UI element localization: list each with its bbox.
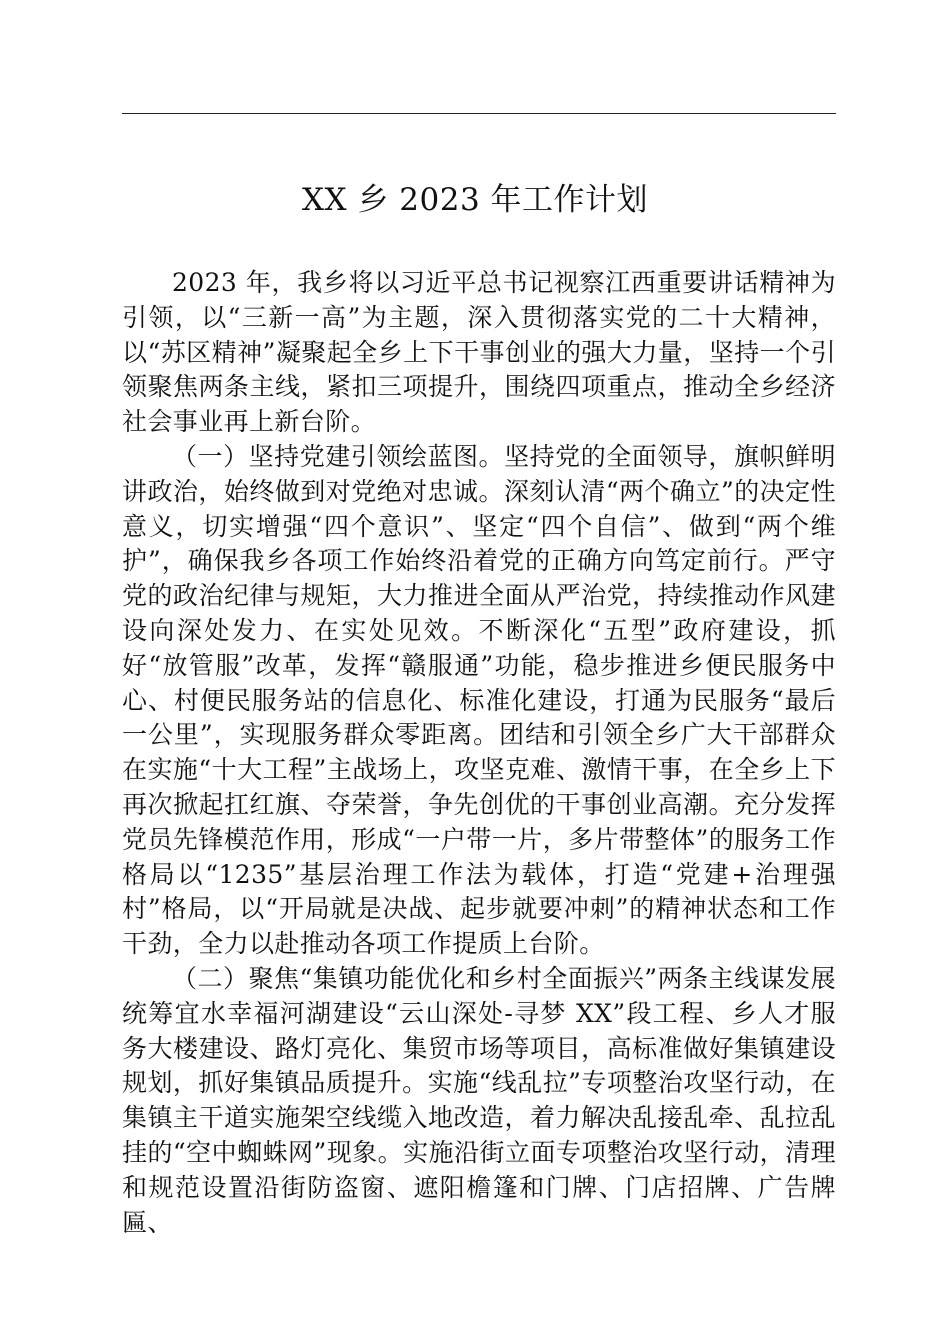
section-two-paragraph: （二）聚焦“集镇功能优化和乡村全面振兴”两条主线谋发展统筹宜水幸福河湖建设“云山深处-寻梦 XX”段工程、乡人才服务大楼建设、路灯亮化、集贸市场等项目，高标准做好集镇建设规划，抓好集镇品质提升。实施“线乱拉”专项整治攻坚行动，在集镇主干道实施架空线缆入地改造，着力解决乱接乱牵、乱拉乱挂的“空中蜘蛛网”现象。实施沿街立面专项整治攻坚行动，清理和规范设置沿街防盗窗、遮阳檐篷和门牌、门店招牌、广告牌匾、 bbox=[122, 963, 836, 1237]
intro-paragraph: 2023 年，我乡将以习近平总书记视察江西重要讲话精神为引领，以“三新一高”为主题，深入贯彻落实党的二十大精神，以“苏区精神”凝聚起全乡上下干事创业的强大力量，坚持一个引领聚焦两条主线，紧扣三项提升，围绕四项重点，推动全乡经济社会事业再上新台阶。 bbox=[122, 268, 836, 437]
header-rule bbox=[122, 113, 836, 114]
section-one-paragraph: （一）坚持党建引领绘蓝图。坚持党的全面领导，旗帜鲜明讲政治，始终做到对党绝对忠诚。深刻认清“两个确立”的决定性意义，切实增强“四个意识”、坚定“四个自信”、做到“两个维护”，确保我乡各项工作始终沿着党的正确方向笃定前行。严守党的政治纪律与规矩，大力推进全面从严治党，持续推动作风建设向深处发力、在实处见效。不断深化“五型”政府建设，抓好“放管服”改革，发挥“赣服通”功能，稳步推进乡便民服务中心、村便民服务站的信息化、标准化建设，打通为民服务“最后一公里”，实现服务群众零距离。团结和引领全乡广大干部群众在实施“十大工程”主战场上，攻坚克难、激情干事，在全乡上下再次掀起扛红旗、夺荣誉，争先创优的干事创业高潮。充分发挥党员先锋模范作用，形成“一户带一片，多片带整体”的服务工作格局以“1235”基层治理工作法为载体，打造“党建+治理强村”格局，以“开局就是决战、起步就要冲刺”的精神状态和工作干劲，全力以赴推动各项工作提质上台阶。 bbox=[122, 441, 836, 959]
document-title: XX 乡 2023 年工作计划 bbox=[301, 182, 649, 218]
document-body bbox=[122, 266, 836, 1240]
